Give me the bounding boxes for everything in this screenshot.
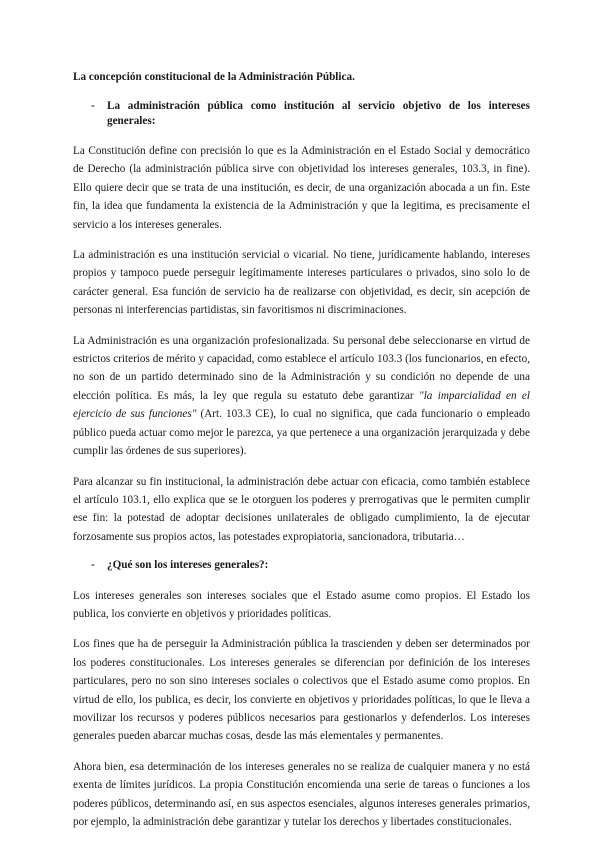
bullet-dash: - [91, 100, 95, 112]
paragraph-3-text-after: (Art. 103.3 CE), lo cual no significa, que cada funcionario o empleado público pueda actuar como mejor le parezca, ya que pertenece a una organización jerarquizada y debe cumplir las órdenes de sus superiores). [73, 408, 531, 458]
paragraph-7: Ahora bien, esa determinación de los intereses generales no se realiza de cualquier manera y no está exenta de límites jurídicos. La propia Constitución encomienda una serie de tareas o funciones a los poderes públicos, determinando así, en sus aspectos esenciales, algunos intereses generales primarios, por ejemplo, la administración debe garantizar y tutelar los derechos y libertades constitucionales. [73, 760, 530, 829]
section-heading-text: ¿Qué son los intereses generales?: [107, 559, 269, 572]
paragraph-6: Los fines que ha de perseguir la Administración pública la trascienden y deben ser determinados por los poderes constitucionales. Los intereses generales se diferencian por definición de los intereses particulares, pero no son sino intereses sociales o colectivos que el Estado asume como propios. En virtud de ello, los publica, es decir, los convierte en objetivos y prioridades políticas, lo que le lleva a movilizar los recursos y poderes públicos necesarios para gestionarlos y defenderlos. Los intereses generales pueden abarcar muchas cosas, desde las más elementales y permanentes. [73, 638, 530, 743]
paragraph-5: Los intereses generales son intereses sociales que el Estado asume como propios. El Estado los publica, los convierte en objetivos y prioridades políticas. [73, 589, 530, 621]
document-title: La concepción constitucional de la Administración Pública. [73, 71, 355, 83]
paragraph-3-quote: "la imparcialidad en el ejercicio de sus funciones" [73, 389, 530, 421]
section-heading-1 [73, 99, 530, 128]
paragraph-3-text-before: La Administración es una organización profesionalizada. Su personal debe seleccionarse en virtud de estrictos criterios de mérito y capacidad, como establece el artículo 103.3 (los funcionarios, en efecto, no son de un partido determinado sino de la Administración y su condición no depende de una elección política. Es más, la ley que regula su estatuto debe garantizar [73, 334, 530, 402]
section-heading-2 [73, 558, 530, 573]
paragraph-2: La administración es una institución servicial o vicarial. No tiene, jurídicamente hablando, intereses propios y tampoco puede perseguir legítimamente intereses particulares o privados, sino solo lo de carácter general. Esa función de servicio ha de realizarse con objetividad, es decir, sin acepción de personas ni interferencias partidistas, sin favoritismos ni discriminaciones. [73, 249, 530, 317]
paragraph-3 [73, 332, 530, 461]
paragraph-4: Para alcanzar su fin institucional, la administración debe actuar con eficacia, como también establece el artículo 103.1, ello explica que se le otorguen los poderes y prerrogativas que le permiten cumplir ese fin: la potestad de adoptar decisiones unilaterales de obligado cumplimiento, la de ejecutar forzosamente sus propios actos, las potestades expropiatoria, sancionadora, tributaria… [73, 475, 530, 543]
section-heading-text: La administración pública como institución al servicio objetivo de los intereses generales: [107, 100, 530, 127]
bullet-dash: - [91, 559, 95, 572]
paragraph-1: La Constitución define con precisión lo que es la Administración en el Estado Social y democrático de Derecho (la administración pública sirve con objetividad los intereses generales, 103.3, in fine). Ello quiere decir que se trata de una institución, es decir, de una organización abocada a un fin. Este fin, la idea que fundamenta la existencia de la Administración y que la legitima, es precisamente el servicio a los intereses generales. [73, 145, 530, 231]
document-page [73, 70, 530, 844]
